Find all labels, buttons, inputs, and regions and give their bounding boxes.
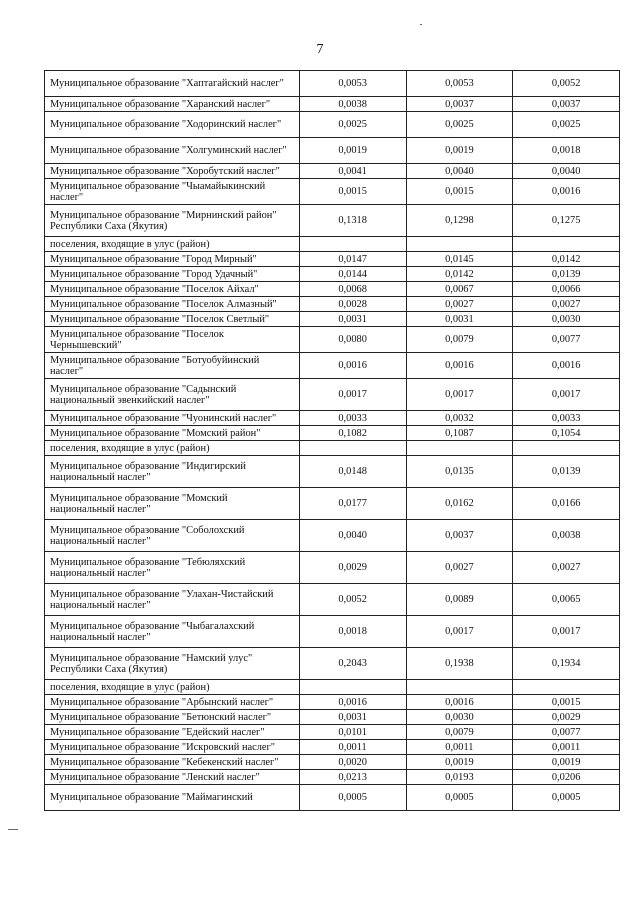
table-row [45, 584, 620, 616]
table-row [45, 297, 620, 312]
scan-speck [420, 24, 422, 25]
value-cell-3: 0,0166 [513, 488, 620, 520]
municipality-name-cell: Муниципальное образование "Ботуобуйинский наслег" [45, 353, 300, 379]
value-cell-3: 0,0066 [513, 282, 620, 297]
value-cell-2: 0,0025 [406, 112, 513, 138]
value-cell-3: 0,0019 [513, 755, 620, 770]
value-cell-2: 0,0015 [406, 179, 513, 205]
municipality-name-cell: Муниципальное образование "Момский национальный наслег" [45, 488, 300, 520]
value-cell-1: 0,0053 [299, 71, 406, 97]
municipality-name-cell: Муниципальное образование "Кебекенский наслег" [45, 755, 300, 770]
municipality-name-cell: Муниципальное образование "Холгуминский наслег" [45, 138, 300, 164]
table-row [45, 680, 620, 695]
municipality-name-cell: Муниципальное образование "Индигирский национальный наслег" [45, 456, 300, 488]
value-cell-1: 0,0144 [299, 267, 406, 282]
value-cell-1: 0,0017 [299, 379, 406, 411]
value-cell-1: 0,0005 [299, 785, 406, 811]
value-cell-2: 0,0037 [406, 520, 513, 552]
value-cell-3: 0,0037 [513, 97, 620, 112]
municipality-name-cell: поселения, входящие в улус (район) [45, 441, 300, 456]
value-cell-3: 0,1054 [513, 426, 620, 441]
municipality-name-cell: Муниципальное образование "Ходоринский наслег" [45, 112, 300, 138]
value-cell-1: 0,0031 [299, 312, 406, 327]
value-cell-2: 0,0019 [406, 755, 513, 770]
value-cell-2: 0,0027 [406, 297, 513, 312]
value-cell-2: 0,0030 [406, 710, 513, 725]
value-cell-1: 0,0015 [299, 179, 406, 205]
value-cell-1 [299, 680, 406, 695]
value-cell-3: 0,0025 [513, 112, 620, 138]
municipality-name-cell: поселения, входящие в улус (район) [45, 680, 300, 695]
value-cell-2: 0,1938 [406, 648, 513, 680]
table-row [45, 426, 620, 441]
municipality-name-cell: Муниципальное образование "Мирнинский район" Республики Саха (Якутия) [45, 205, 300, 237]
value-cell-2: 0,0079 [406, 725, 513, 740]
municipality-name-cell: Муниципальное образование "Поселок Алмазный" [45, 297, 300, 312]
municipality-name-cell: Муниципальное образование "Улахан-Чистайский национальный наслег" [45, 584, 300, 616]
municipality-name-cell: Муниципальное образование "Чуонинский наслег" [45, 411, 300, 426]
table-body [45, 71, 620, 811]
value-cell-3: 0,0027 [513, 552, 620, 584]
municipality-name-cell: Муниципальное образование "Харанский наслег" [45, 97, 300, 112]
value-cell-2: 0,0053 [406, 71, 513, 97]
value-cell-3 [513, 680, 620, 695]
value-cell-2: 0,0135 [406, 456, 513, 488]
table-row [45, 353, 620, 379]
value-cell-3: 0,0139 [513, 267, 620, 282]
value-cell-1: 0,0177 [299, 488, 406, 520]
municipality-name-cell: Муниципальное образование "Поселок Светлый" [45, 312, 300, 327]
municipality-name-cell: Муниципальное образование "Чыбагалахский национальный наслег" [45, 616, 300, 648]
value-cell-2: 0,0040 [406, 164, 513, 179]
municipality-name-cell: Муниципальное образование "Поселок Айхал" [45, 282, 300, 297]
value-cell-2: 0,0016 [406, 353, 513, 379]
value-cell-2: 0,0011 [406, 740, 513, 755]
value-cell-3: 0,0016 [513, 179, 620, 205]
table-row [45, 112, 620, 138]
value-cell-1: 0,2043 [299, 648, 406, 680]
value-cell-3: 0,0052 [513, 71, 620, 97]
value-cell-2 [406, 680, 513, 695]
table-row [45, 312, 620, 327]
value-cell-1: 0,0101 [299, 725, 406, 740]
table-row [45, 755, 620, 770]
municipality-name-cell: Муниципальное образование "Едейский наслег" [45, 725, 300, 740]
value-cell-3: 0,0065 [513, 584, 620, 616]
value-cell-2: 0,1087 [406, 426, 513, 441]
table-row [45, 456, 620, 488]
value-cell-3: 0,0017 [513, 616, 620, 648]
value-cell-3: 0,1275 [513, 205, 620, 237]
value-cell-2: 0,0037 [406, 97, 513, 112]
value-cell-1: 0,0041 [299, 164, 406, 179]
value-cell-3: 0,0033 [513, 411, 620, 426]
municipality-name-cell: Муниципальное образование "Бетюнский наслег" [45, 710, 300, 725]
table-row [45, 725, 620, 740]
municipality-name-cell: Муниципальное образование "Садынский национальный эвенкийский наслег" [45, 379, 300, 411]
value-cell-3: 0,0077 [513, 725, 620, 740]
table-row [45, 488, 620, 520]
value-cell-3: 0,0027 [513, 297, 620, 312]
value-cell-2: 0,0005 [406, 785, 513, 811]
municipality-name-cell: Муниципальное образование "Город Удачный" [45, 267, 300, 282]
table-row [45, 770, 620, 785]
table-row [45, 252, 620, 267]
table-row [45, 237, 620, 252]
value-cell-2: 0,0142 [406, 267, 513, 282]
table-row [45, 379, 620, 411]
table-row [45, 205, 620, 237]
municipality-name-cell: Муниципальное образование "Тебюляхский национальный наслег" [45, 552, 300, 584]
municipality-name-cell: Муниципальное образование "Хоробутский наслег" [45, 164, 300, 179]
value-cell-3 [513, 441, 620, 456]
coefficients-table [44, 70, 620, 811]
value-cell-1: 0,0025 [299, 112, 406, 138]
table-row [45, 179, 620, 205]
table-row [45, 282, 620, 297]
table-row [45, 616, 620, 648]
municipality-name-cell: Муниципальное образование "Город Мирный" [45, 252, 300, 267]
value-cell-3: 0,1934 [513, 648, 620, 680]
value-cell-2: 0,0031 [406, 312, 513, 327]
value-cell-3: 0,0011 [513, 740, 620, 755]
municipality-name-cell: Муниципальное образование "Маймагинский [45, 785, 300, 811]
value-cell-1: 0,0040 [299, 520, 406, 552]
value-cell-3: 0,0077 [513, 327, 620, 353]
value-cell-1: 0,0016 [299, 353, 406, 379]
value-cell-1: 0,0018 [299, 616, 406, 648]
value-cell-3: 0,0040 [513, 164, 620, 179]
value-cell-2: 0,0079 [406, 327, 513, 353]
municipality-name-cell: Муниципальное образование "Хаптагайский наслег" [45, 71, 300, 97]
value-cell-1: 0,0016 [299, 695, 406, 710]
value-cell-3: 0,0005 [513, 785, 620, 811]
value-cell-3: 0,0206 [513, 770, 620, 785]
value-cell-3: 0,0018 [513, 138, 620, 164]
municipality-name-cell: Муниципальное образование "Намский улус" Республики Саха (Якутия) [45, 648, 300, 680]
table-row [45, 785, 620, 811]
table-row [45, 695, 620, 710]
value-cell-2: 0,0162 [406, 488, 513, 520]
value-cell-1: 0,0038 [299, 97, 406, 112]
value-cell-1: 0,0080 [299, 327, 406, 353]
table-row [45, 138, 620, 164]
value-cell-1: 0,1082 [299, 426, 406, 441]
value-cell-1: 0,0033 [299, 411, 406, 426]
municipality-name-cell: Муниципальное образование "Арбынский наслег" [45, 695, 300, 710]
value-cell-2: 0,0017 [406, 616, 513, 648]
value-cell-1: 0,0068 [299, 282, 406, 297]
municipality-name-cell: Муниципальное образование "Поселок Чернышевский" [45, 327, 300, 353]
page-number: 7 [316, 42, 324, 57]
value-cell-1: 0,0028 [299, 297, 406, 312]
value-cell-2: 0,0067 [406, 282, 513, 297]
municipality-name-cell: Муниципальное образование "Соболохский национальный наслег" [45, 520, 300, 552]
table-row [45, 164, 620, 179]
value-cell-2 [406, 237, 513, 252]
value-cell-2: 0,0019 [406, 138, 513, 164]
table-row [45, 648, 620, 680]
value-cell-2: 0,0032 [406, 411, 513, 426]
value-cell-3: 0,0038 [513, 520, 620, 552]
municipality-name-cell: Муниципальное образование "Искровский наслег" [45, 740, 300, 755]
value-cell-3: 0,0030 [513, 312, 620, 327]
value-cell-1: 0,0031 [299, 710, 406, 725]
table-row [45, 267, 620, 282]
value-cell-3: 0,0015 [513, 695, 620, 710]
value-cell-3 [513, 237, 620, 252]
value-cell-1: 0,0148 [299, 456, 406, 488]
value-cell-1: 0,0019 [299, 138, 406, 164]
municipality-name-cell: Муниципальное образование "Ленский наслег" [45, 770, 300, 785]
table-row [45, 71, 620, 97]
value-cell-3: 0,0139 [513, 456, 620, 488]
value-cell-2: 0,0017 [406, 379, 513, 411]
value-cell-3: 0,0029 [513, 710, 620, 725]
table-row [45, 97, 620, 112]
table-row [45, 327, 620, 353]
value-cell-1 [299, 237, 406, 252]
value-cell-2: 0,0027 [406, 552, 513, 584]
table-row [45, 552, 620, 584]
value-cell-1: 0,0011 [299, 740, 406, 755]
table-row [45, 441, 620, 456]
value-cell-1: 0,0029 [299, 552, 406, 584]
value-cell-1: 0,0020 [299, 755, 406, 770]
municipality-name-cell: Муниципальное образование "Чыамайыкинский наслег" [45, 179, 300, 205]
value-cell-3: 0,0017 [513, 379, 620, 411]
municipality-name-cell: Муниципальное образование "Момский район" [45, 426, 300, 441]
municipality-name-cell: поселения, входящие в улус (район) [45, 237, 300, 252]
value-cell-2: 0,0145 [406, 252, 513, 267]
scan-speck [8, 829, 18, 830]
table-row [45, 520, 620, 552]
table-row [45, 710, 620, 725]
value-cell-2 [406, 441, 513, 456]
value-cell-2: 0,0089 [406, 584, 513, 616]
value-cell-2: 0,0016 [406, 695, 513, 710]
value-cell-3: 0,0016 [513, 353, 620, 379]
value-cell-1: 0,0213 [299, 770, 406, 785]
value-cell-2: 0,1298 [406, 205, 513, 237]
table-row [45, 740, 620, 755]
value-cell-1 [299, 441, 406, 456]
value-cell-2: 0,0193 [406, 770, 513, 785]
value-cell-1: 0,0147 [299, 252, 406, 267]
value-cell-1: 0,0052 [299, 584, 406, 616]
table-row [45, 411, 620, 426]
value-cell-3: 0,0142 [513, 252, 620, 267]
value-cell-1: 0,1318 [299, 205, 406, 237]
